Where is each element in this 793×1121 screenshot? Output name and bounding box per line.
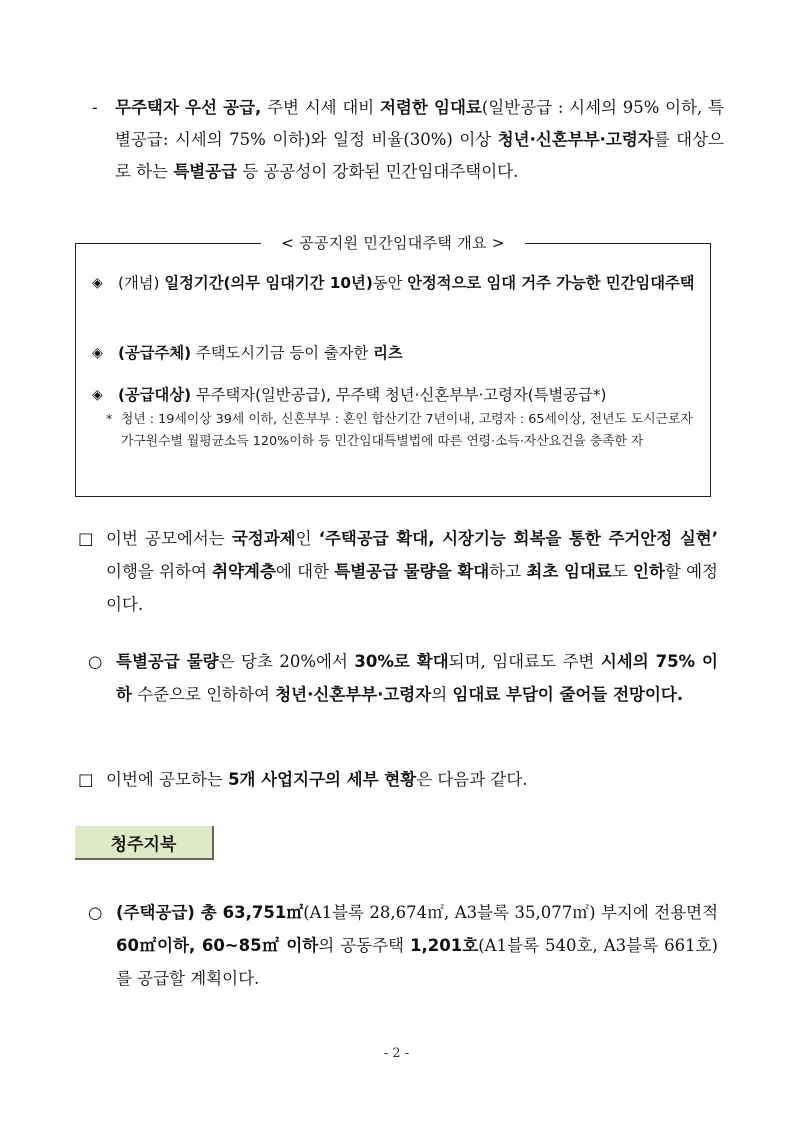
intro-bold-5: 청년·신혼부부·고령자	[497, 130, 654, 149]
intro-bold-7: 특별공급	[173, 162, 238, 181]
overview-item-concept: ◈ (개념) 일정기간(의무 임대기간 10년)동안 안정적으로 임대 거주 가능한 민간임대주택	[92, 270, 704, 296]
checkbox-bullet: □	[78, 529, 94, 548]
overview-title: < 공공지원 민간임대주택 개요 >	[76, 232, 710, 253]
intro-text	[115, 92, 724, 188]
overview-item-supplier: ◈ (공급주체) 주택도시기금 등이 출자한 리츠	[92, 340, 704, 366]
paragraph-special-supply: ○ 특별공급 물량은 당초 20%에서 30%로 확대되며, 임대료도 주변 시세의 75% 이하 수준으로 인하하여 청년·신혼부부·고령자의 임대료 부담이 줄어들 전망이다.	[88, 645, 718, 711]
paragraph-housing-supply: ○ (주택공급) 총 63,751㎡(A1블록 28,674㎡, A3블록 35,077㎡) 부지에 전용면적 60㎡이하, 60~85㎡ 이하의 공동주택 1,201호(A1블록 540호, A3블록 661호)를 공급할 계획이다.	[88, 896, 718, 995]
overview-item-target: ◈ (공급대상) 무주택자(일반공급), 무주택 청년·신혼부부·고령자(특별공급*)	[92, 382, 704, 408]
diamond-bullet-icon: ◈	[92, 345, 103, 361]
intro-text-6: 를 대상으로 하는	[115, 130, 724, 181]
paragraph-five-districts: □ 이번에 공모하는 5개 사업지구의 세부 현황은 다음과 같다.	[78, 763, 718, 796]
intro-text-4: (일반공급 : 시세의 95% 이하, 특별공급: 시세의 75% 이하)와 일정 비율(30%) 이상	[115, 98, 724, 149]
intro-bold-3: 저렴한 임대료	[379, 98, 482, 117]
intro-text-2: 주변 시세 대비	[261, 98, 380, 117]
circle-bullet: ○	[88, 652, 103, 671]
intro-paragraph	[92, 92, 724, 188]
overview-footnote: * 청년 : 19세이상 39세 이하, 신혼부부 : 혼인 합산기간 7년이내, 고령자 : 65세이상, 전년도 도시근로자 가구원수별 월평균소득 120%이하 등 민간임대특별법에 따른 연령·소득·자산요건을 충족한 자	[106, 409, 706, 453]
intro-text-8: 등 공공성이 강화된 민간임대주택이다.	[237, 162, 519, 181]
footnote-star: *	[106, 412, 113, 427]
diamond-bullet-icon: ◈	[92, 275, 103, 291]
diamond-bullet-icon: ◈	[92, 387, 103, 403]
paragraph-open-call: □ 이번 공모에서는 국정과제인 ‘주택공급 확대, 시장기능 회복을 통한 주거안정 실현’ 이행을 위하여 취약계층에 대한 특별공급 물량을 확대하고 최초 임대료도 인하할 예정이다.	[78, 522, 718, 621]
page-number: - 2 -	[383, 1046, 410, 1061]
circle-bullet: ○	[88, 903, 103, 922]
section-label: 청주지북	[75, 826, 214, 860]
intro-bold-1: 무주택자 우선 공급,	[115, 98, 262, 117]
list-dash: -	[92, 98, 98, 117]
checkbox-bullet: □	[78, 770, 94, 789]
overview-box	[75, 234, 711, 497]
